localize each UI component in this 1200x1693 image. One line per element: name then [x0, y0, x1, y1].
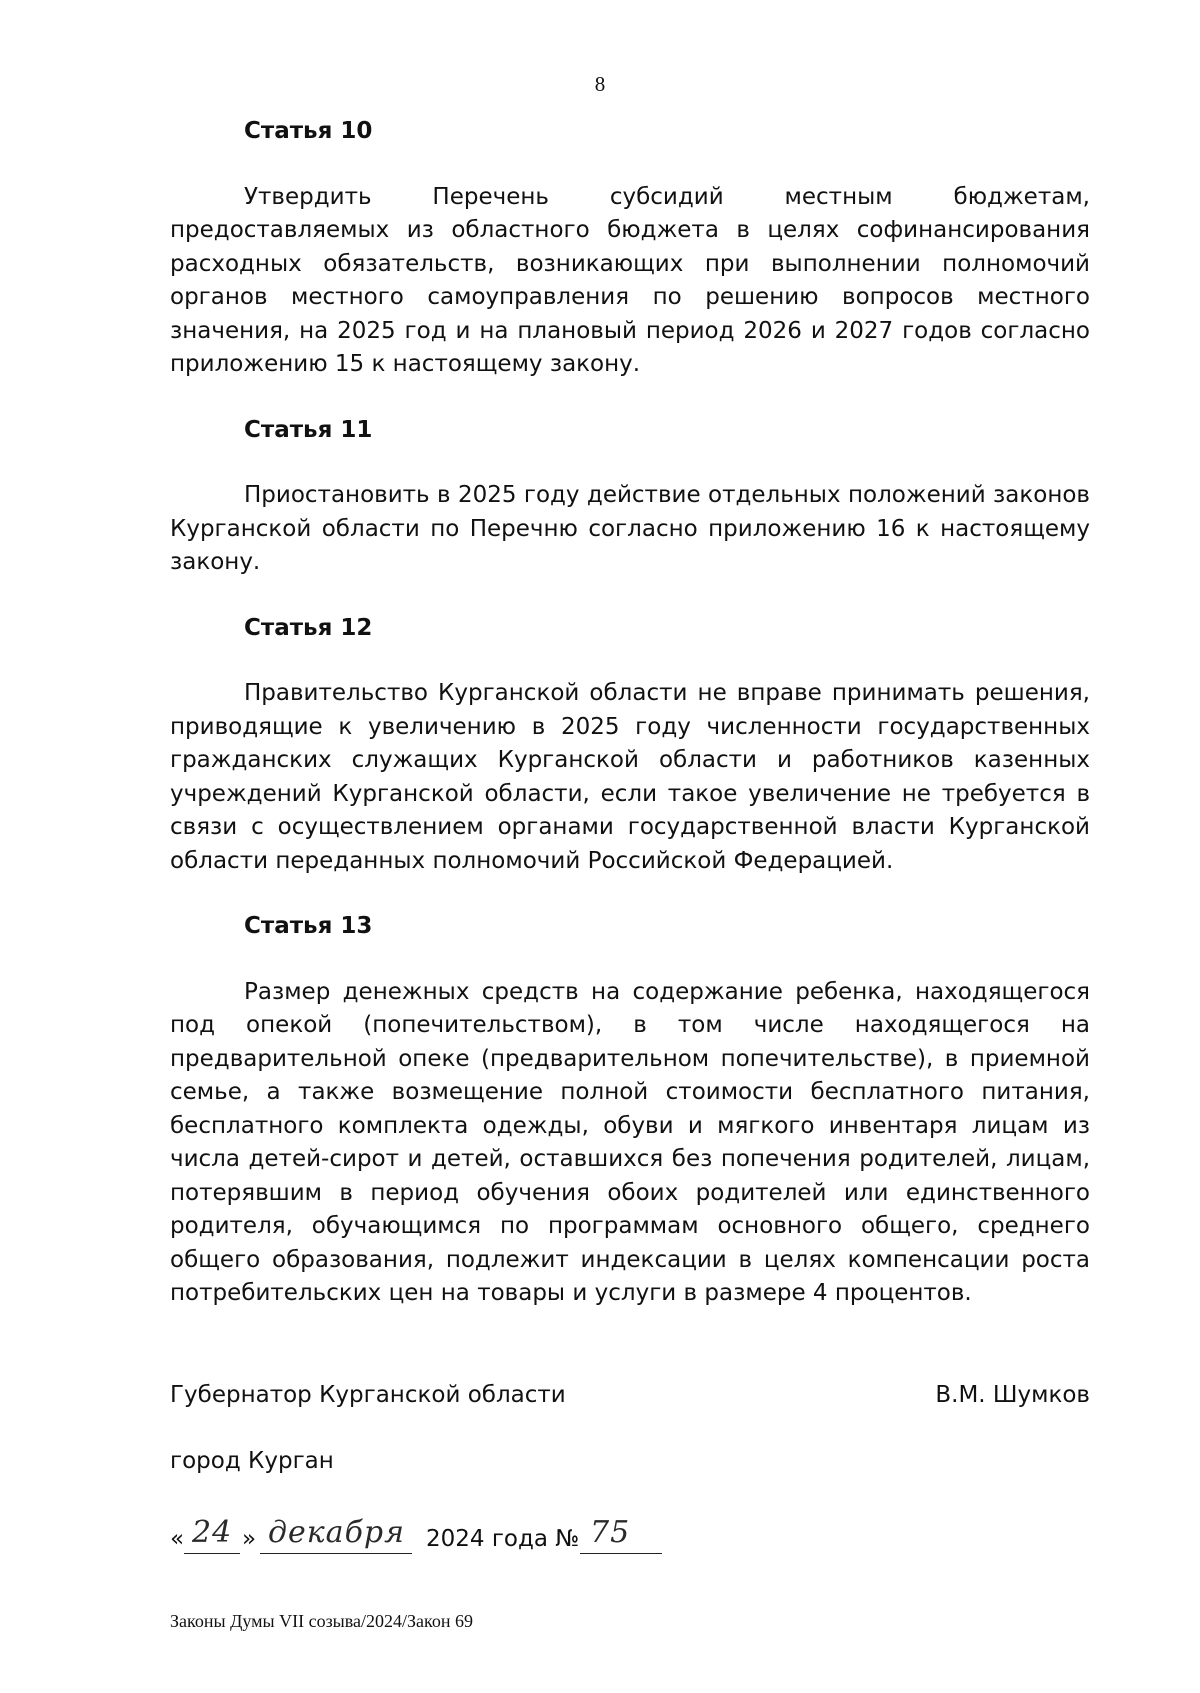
- date-month-handwritten: декабря: [268, 1515, 405, 1550]
- article-12: [170, 612, 1090, 879]
- article-heading: Статья 10: [244, 118, 373, 144]
- page-number: 8: [594, 72, 606, 96]
- law-number-handwritten: 75: [590, 1515, 631, 1550]
- article-heading: Статья 12: [244, 614, 373, 641]
- date-open-quote: «: [170, 1526, 185, 1552]
- article-text: Утвердить Перечень субсидий местным бюджетам, предоставляемых из областного бюджета в целях софинансирования расходных обязательств, возникающих при выполнении полномочий органов местного самоуправления по решению вопросов местного значения, на 2025 год и на плановый период 2026 и 2027 годов согласно приложению 15 к настоящему закону.: [170, 183, 1090, 377]
- number-underline: [580, 1553, 662, 1554]
- month-underline: [260, 1553, 412, 1554]
- article-text: Размер денежных средств на содержание ребенка, находящегося под опекой (попечительством), в том числе находящегося на предварительной опеке (предварительном попечительстве), в приемной семье, а также возмещение полной стоимости бесплатного питания, бесплатного комплекта одежды, обуви и мягкого инвентаря лицам из числа детей-сирот и детей, оставшихся без попечения родителей, лицам, потерявшим в период обучения обоих родителей или единственного родителя, обучающимся по программам основного общего, среднего общего образования, подлежит индексации в целях компенсации роста потребительских цен на товары и услуги в размере 4 процентов.: [170, 978, 1090, 1306]
- date-line: [170, 1510, 870, 1560]
- date-day-handwritten: 24: [192, 1515, 233, 1550]
- signatory-position: Губернатор Курганской области: [170, 1382, 566, 1408]
- date-close-quote: »: [242, 1526, 257, 1552]
- signatory-name: В.М. Шумков: [935, 1382, 1090, 1408]
- article-heading: Статья 13: [244, 913, 373, 939]
- article-10: [170, 115, 1090, 382]
- signature-block: [170, 1382, 1090, 1422]
- day-underline: [184, 1553, 240, 1554]
- date-year-text: 2024 года №: [426, 1526, 580, 1552]
- city-label: город Курган: [170, 1448, 334, 1474]
- document-body: [170, 115, 1090, 1343]
- article-11: [170, 414, 1090, 580]
- article-text: Приостановить в 2025 году действие отдельных положений законов Курганской области по Перечню согласно приложению 16 к настоящему закону.: [170, 482, 1090, 575]
- article-13: [170, 910, 1090, 1311]
- article-heading: Статья 11: [244, 416, 373, 443]
- footer-reference: Законы Думы VII созыва/2024/Закон 69: [170, 1611, 473, 1631]
- article-text: Правительство Курганской области не вправе принимать решения, приводящие к увеличению в 2025 году численности государственных гражданских служащих Курганской области и работников казенных учреждений Курганской области, если такое увеличение не требуется в связи с осуществлением органами государственной власти Курганской области переданных полномочий Российской Федерацией.: [170, 680, 1090, 874]
